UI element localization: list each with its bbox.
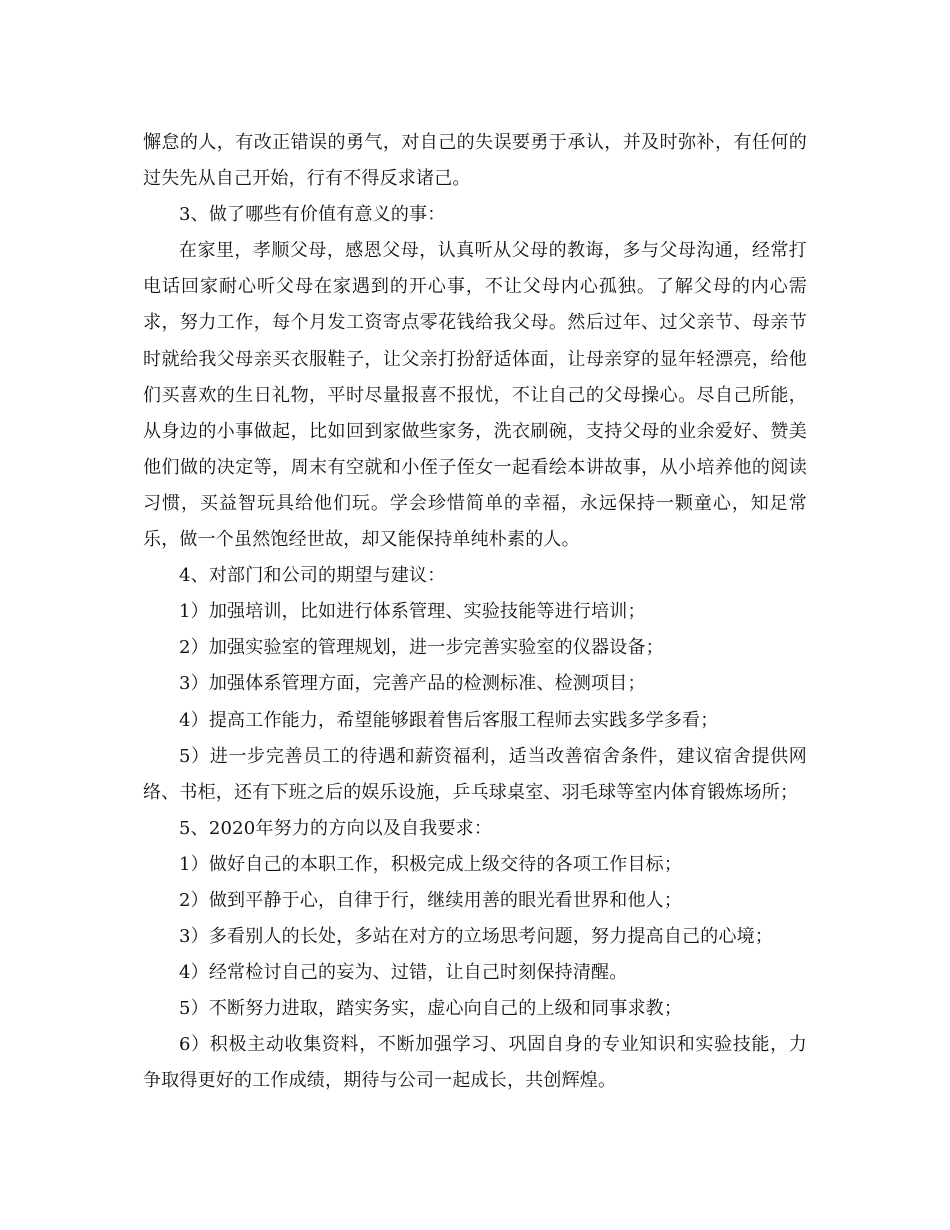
heading-section-4: 4、对部门和公司的期望与建议： — [179, 565, 446, 587]
suggestion-item-4: 4）提高工作能力，希望能够跟着售后客服工程师去实践多学多看； — [179, 709, 719, 731]
heading-section-5: 5、2020年努力的方向以及自我要求： — [179, 817, 493, 839]
heading-section-3: 3、做了哪些有价值有意义的事： — [179, 204, 446, 226]
suggestion-item-5: 5）进一步完善员工的待遇和薪资福利，适当改善宿舍条件，建议宿舍提供网络、书柜，还有下班之后的娱乐设施，乒乓球桌室、羽毛球等室内体育锻炼场所； — [143, 745, 807, 803]
suggestion-item-1: 1）加强培训，比如进行体系管理、实验技能等进行培训； — [179, 601, 646, 623]
suggestion-item-3: 3）加强体系管理方面，完善产品的检测标准、检测项目； — [179, 673, 646, 695]
goal-item-1: 1）做好自己的本职工作，积极完成上级交待的各项工作目标； — [179, 853, 683, 875]
goal-item-4: 4）经常检讨自己的妄为、过错，让自己时刻保持清醒。 — [179, 962, 628, 984]
paragraph-continuation: 懈怠的人，有改正错误的勇气，对自己的失误要勇于承认，并及时弥补，有任何的过失先从自己开始，行有不得反求诸己。 — [143, 132, 807, 190]
suggestion-item-2: 2）加强实验室的管理规划，进一步完善实验室的仪器设备； — [179, 637, 664, 659]
document-body — [143, 125, 807, 1100]
goal-item-5: 5）不断努力进取，踏实务实，虚心向自己的上级和同事求教； — [179, 998, 683, 1020]
goal-item-2: 2）做到平静于心，自律于行，继续用善的眼光看世界和他人； — [179, 889, 683, 911]
goal-item-6: 6）积极主动收集资料，不断加强学习、巩固自身的专业知识和实验技能，力争取得更好的工作成绩，期待与公司一起成长，共创辉煌。 — [143, 1034, 807, 1092]
goal-item-3: 3）多看别人的长处，多站在对方的立场思考问题，努力提高自己的心境； — [179, 926, 774, 948]
paragraph-family: 在家里，孝顺父母，感恩父母，认真听从父母的教诲，多与父母沟通，经常打电话回家耐心听父母在家遇到的开心事，不让父母内心孤独。了解父母的内心需求，努力工作，每个月发工资寄点零花钱给我父母。然后过年、过父亲节、母亲节时就给我父母亲买衣服鞋子，让父亲打扮舒适体面，让母亲穿的显年轻漂亮，给他们买喜欢的生日礼物，平时尽量报喜不报忧，不让自己的父母操心。尽自己所能，从身边的小事做起，比如回到家做些家务，洗衣刷碗，支持父母的业余爱好、赞美他们做的决定等，周末有空就和小侄子侄女一起看绘本讲故事，从小培养他的阅读习惯，买益智玩具给他们玩。学会珍惜简单的幸福，永远保持一颗童心，知足常乐，做一个虽然饱经世故，却又能保持单纯朴素的人。 — [143, 240, 807, 551]
